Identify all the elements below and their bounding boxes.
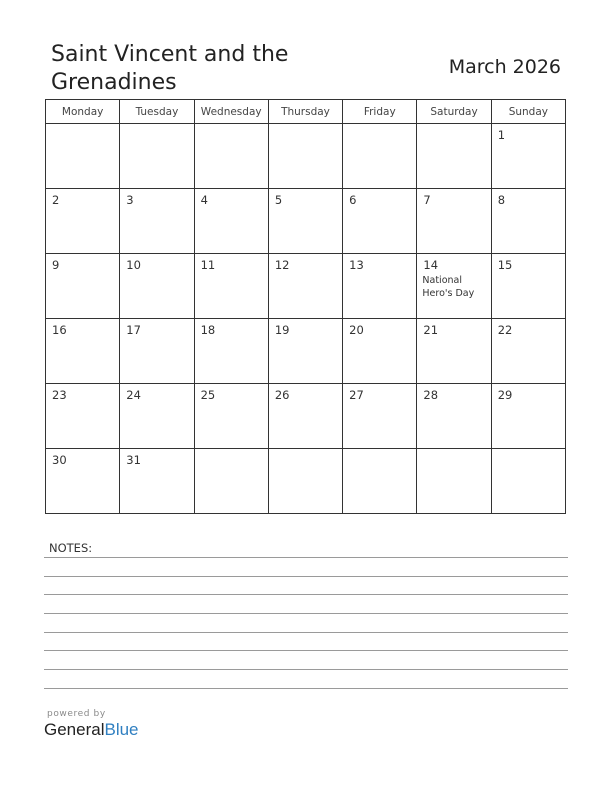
day-cell [343,254,417,319]
week-row [46,449,566,514]
week-row [46,189,566,254]
day-number [195,449,268,454]
day-number [343,124,416,129]
weekday-monday: Monday [46,100,120,124]
day-cell [343,384,417,449]
day-number: 22 [497,323,513,337]
weekday-sunday: Sunday [491,100,565,124]
day-cell [120,254,194,319]
day-cell [120,189,194,254]
day-number: 27 [349,388,364,402]
day-cell [268,254,342,319]
day-number: 7 [423,193,431,207]
day-cell [417,384,491,449]
day-cell [491,189,565,254]
day-cell [46,319,120,384]
holiday-label: National Hero's Day [422,275,475,299]
generalblue-logo [44,720,139,740]
day-number [46,124,119,129]
day-number [269,124,342,129]
calendar-grid [45,99,566,514]
day-number: 3 [126,193,134,207]
day-cell [417,189,491,254]
day-number: 30 [52,453,67,467]
day-cell [46,189,120,254]
day-cell [46,124,120,189]
day-number: 16 [52,323,67,337]
brand-part2: Blue [104,720,139,739]
day-cell [491,124,565,189]
week-row [46,124,566,189]
day-cell [194,449,268,514]
day-number: 28 [423,388,439,402]
day-cell [343,449,417,514]
day-number: 9 [52,258,60,272]
notes-line [44,557,568,558]
day-cell [343,189,417,254]
weekday-tuesday: Tuesday [120,100,194,124]
day-number: 13 [349,258,364,272]
day-cell [194,319,268,384]
day-number: 24 [126,388,141,402]
day-number: 31 [126,453,141,467]
notes-label: NOTES: [49,541,93,555]
day-cell [491,449,565,514]
day-number: 17 [126,323,141,337]
day-cell [194,189,268,254]
day-number: 11 [200,258,216,272]
week-row [46,319,566,384]
notes-line [44,650,568,651]
country-title: Saint Vincent and the Grenadines [51,42,289,95]
day-cell [491,384,565,449]
day-cell [120,124,194,189]
day-number: 25 [200,388,216,402]
day-cell [417,319,491,384]
day-cell [268,319,342,384]
day-number [343,449,416,454]
day-cell [343,319,417,384]
day-number [492,449,565,454]
day-number: 2 [52,193,60,207]
day-number: 20 [349,323,364,337]
day-number: 21 [423,323,439,337]
day-cell [417,124,491,189]
notes-line [44,576,568,577]
day-number: 15 [497,258,513,272]
weekday-header-row [46,100,566,124]
week-row [46,384,566,449]
notes-line [44,688,568,689]
notes-line [44,613,568,614]
month-year-title: March 2026 [448,56,561,78]
powered-by-label: powered by [47,709,106,719]
day-number: 19 [274,323,290,337]
day-number: 10 [126,258,141,272]
day-cell [491,254,565,319]
brand-part1: General [44,720,105,739]
day-cell [491,319,565,384]
day-cell [417,449,491,514]
day-cell [120,449,194,514]
day-number: 18 [200,323,216,337]
day-cell [46,384,120,449]
day-number: 5 [274,193,283,207]
day-cell [343,124,417,189]
day-number [195,124,268,129]
weekday-saturday: Saturday [417,100,491,124]
day-cell [46,254,120,319]
day-cell [194,124,268,189]
notes-line [44,632,568,633]
day-number [120,124,193,129]
weekday-thursday: Thursday [268,100,342,124]
day-number: 12 [274,258,290,272]
notes-line [44,669,568,670]
day-number [417,124,490,129]
day-number: 8 [497,193,506,207]
day-cell [120,384,194,449]
day-cell [268,449,342,514]
notes-line [44,594,568,595]
day-cell-holiday [417,254,491,319]
day-number: 4 [200,193,208,207]
day-number: 6 [349,193,357,207]
day-number: 1 [497,128,506,142]
day-cell [268,124,342,189]
day-cell [268,189,342,254]
day-number [269,449,342,454]
day-cell [194,254,268,319]
weekday-wednesday: Wednesday [194,100,268,124]
day-number: 14 [423,258,439,272]
day-cell [194,384,268,449]
day-cell [268,384,342,449]
day-number: 23 [52,388,67,402]
day-cell [46,449,120,514]
week-row [46,254,566,319]
day-number [417,449,490,454]
day-number: 26 [274,388,290,402]
day-cell [120,319,194,384]
day-number: 29 [497,388,513,402]
weekday-friday: Friday [343,100,417,124]
